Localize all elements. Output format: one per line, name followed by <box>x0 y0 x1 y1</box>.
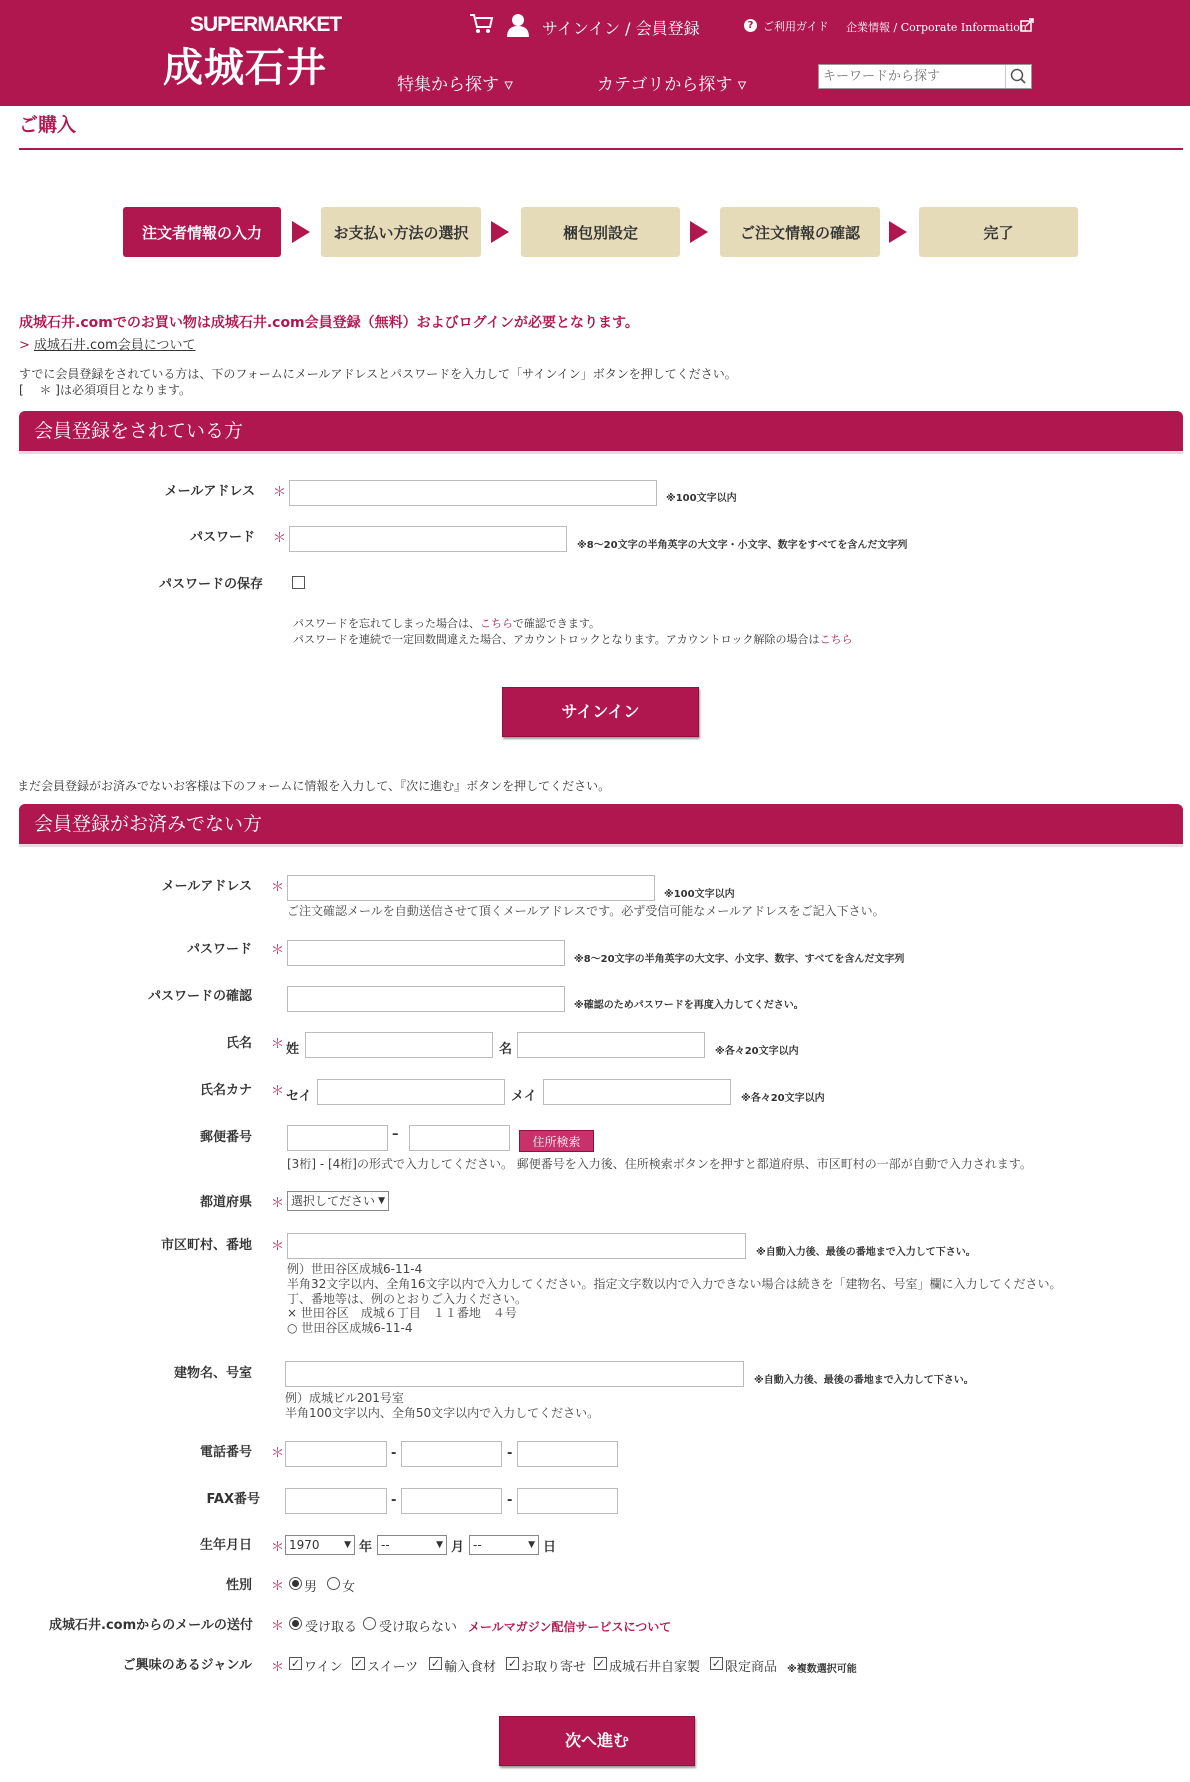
required-mark: ＊ <box>271 1619 285 1634</box>
year-unit: 年 <box>359 1540 373 1555</box>
chevron-down-icon: ▼ <box>436 1540 443 1550</box>
signin-register-link[interactable]: サインイン / 会員登録 <box>542 19 700 38</box>
genre-order-text: お取り寄せ <box>521 1660 587 1675</box>
genre-imported-checkbox[interactable]: ✓ <box>430 1657 441 1670</box>
forgot-post: で確認できます。 <box>512 617 601 630</box>
building-help-1: 例）成城ビル201号室 <box>285 1391 404 1405</box>
genre-wine-text: ワイン <box>304 1660 343 1675</box>
fax-dash: - <box>391 1493 397 1508</box>
birth-year-value: 1970 <box>289 1538 320 1552</box>
city-help-4: × 世田谷区 成城６丁目 １１番地 ４号 <box>287 1306 517 1320</box>
member-intro-text: すでに会員登録をされている方は、下のフォームにメールアドレスとパスワードを入力して「サインイン」ボタンを押してください。 <box>19 367 737 381</box>
name-sei-prefix: 姓 <box>286 1042 300 1057</box>
birth-month-value: -- <box>381 1538 390 1552</box>
mail-decline-radio[interactable] <box>363 1617 376 1630</box>
signin-button[interactable]: サインイン <box>502 687 699 737</box>
required-mark: ＊ <box>271 1196 285 1211</box>
first-name-kana-input[interactable] <box>543 1079 731 1105</box>
birth-label: 生年月日 <box>199 1538 252 1553</box>
zip-help: [3桁] - [4桁]の形式で入力してください。 郵便番号を入力後、住所検索ボタンを押すと都道府県、市区町村の一部が自動で入力されます。 <box>287 1157 1032 1171</box>
required-mark: ＊ <box>273 485 287 500</box>
city-help-5: ○ 世田谷区成城6-11-4 <box>287 1321 413 1335</box>
genre-limited-checkbox[interactable]: ✓ <box>711 1657 722 1670</box>
tel-2-input[interactable] <box>401 1441 502 1467</box>
member-email-input[interactable] <box>289 480 657 506</box>
city-note: ※自動入力後、最後の番地まで入力して下さい。 <box>756 1247 976 1258</box>
fax-dash: - <box>507 1493 513 1508</box>
chevron-down-icon: ▼ <box>344 1540 351 1550</box>
lock-pre: パスワードを連続で一定回数間違えた場合、アカウントロックとなります。アカウントロック解除の場合は <box>293 633 820 646</box>
genre-imported-text: 輸入食材 <box>444 1660 497 1675</box>
genre-note: ※複数選択可能 <box>787 1664 857 1675</box>
last-name-input[interactable] <box>305 1032 493 1058</box>
address-search-button[interactable]: 住所検索 <box>519 1130 594 1152</box>
search-button[interactable] <box>1005 65 1031 88</box>
password-confirm-note: ※確認のためパスワードを再度入力してください。 <box>574 1000 804 1011</box>
name-label: 氏名 <box>225 1036 252 1051</box>
city-help-2: 半角32文字以内、全角16文字以内で入力してください。指定文字数以内で入力できない場合は続きを「建物名、号室」欄に入力してください。 <box>287 1277 1062 1291</box>
help-icon: ? <box>744 19 757 32</box>
gender-male-text: 男 <box>304 1580 318 1595</box>
logo-supermarket[interactable]: SUPERMARKET <box>190 13 342 36</box>
required-mark: ＊ <box>271 1037 285 1052</box>
genre-wine-checkbox[interactable]: ✓ <box>290 1657 301 1670</box>
kana-note: ※各々20文字以内 <box>741 1093 825 1104</box>
genre-order-checkbox[interactable]: ✓ <box>507 1657 518 1670</box>
tel-dash: - <box>507 1446 513 1461</box>
birth-year-select[interactable] <box>285 1535 355 1555</box>
chevron-down-icon: ▼ <box>378 1196 385 1206</box>
mail-receive-text: 受け取る <box>305 1620 358 1635</box>
login-required-notice: 成城石井.comでのお買い物は成城石井.com会員登録（無料）およびログインが必要となります。 <box>19 315 639 331</box>
required-legend: [ ＊ ]は必須項目となります。 <box>19 383 192 397</box>
kana-sei-prefix: セイ <box>286 1089 312 1104</box>
gender-female-radio[interactable] <box>327 1577 340 1590</box>
tel-label: 電話番号 <box>199 1445 252 1460</box>
member-info-link-text[interactable]: 成城石井.com会員について <box>33 338 196 353</box>
step-arrow-icon <box>889 221 907 243</box>
user-icon[interactable] <box>506 13 530 37</box>
step-4: ご注文情報の確認 <box>720 207 880 257</box>
zip-label: 郵便番号 <box>199 1130 252 1145</box>
member-info-link[interactable] <box>19 334 196 353</box>
step-3: 梱包別設定 <box>521 207 680 257</box>
logo-brand[interactable]: 成城石井 <box>163 45 327 91</box>
member-password-input[interactable] <box>289 526 567 552</box>
required-mark: ＊ <box>271 1579 285 1594</box>
mail-decline-text: 受け取らない <box>379 1620 458 1635</box>
guest-password-input[interactable] <box>287 940 565 966</box>
guide-link[interactable]: ご利用ガイド <box>763 20 829 33</box>
genre-homemade-text: 成城石井自家製 <box>609 1660 701 1675</box>
city-help-3: 丁、番地等は、例のとおりご入力ください。 <box>287 1292 528 1306</box>
building-help-2: 半角100文字以内、全角50文字以内で入力してください。 <box>285 1406 600 1420</box>
fax-label: FAX番号 <box>206 1492 260 1507</box>
kana-label: 氏名カナ <box>199 1083 252 1098</box>
building-note: ※自動入力後、最後の番地まで入力して下さい。 <box>754 1375 974 1386</box>
genre-limited-text: 限定商品 <box>725 1660 778 1675</box>
save-password-checkbox[interactable] <box>292 576 305 589</box>
nav-feature[interactable]: 特集から探す ▿ <box>397 75 513 95</box>
step-arrow-icon <box>690 221 708 243</box>
member-email-label: メールアドレス <box>164 484 255 499</box>
birth-day-value: -- <box>473 1538 482 1552</box>
unlock-account-link[interactable]: こちら <box>819 633 853 646</box>
guest-intro-text: まだ会員登録がお済みでないお客様は下のフォームに情報を入力して、『次に進む』ボタンを押してください。 <box>17 779 611 793</box>
day-unit: 日 <box>543 1540 557 1555</box>
gender-male-radio[interactable] <box>289 1577 302 1590</box>
first-name-input[interactable] <box>517 1032 705 1058</box>
member-password-note: ※8～20文字の半角英字の大文字・小文字、数字をすべてを含んだ文字列 <box>577 540 908 551</box>
cart-icon[interactable] <box>469 13 494 35</box>
step-1: 注文者情報の入力 <box>123 207 281 257</box>
guest-email-label: メールアドレス <box>161 879 252 894</box>
step-arrow-icon <box>292 221 310 243</box>
forgot-pre: パスワードを忘れてしまった場合は、 <box>293 617 480 630</box>
month-unit: 月 <box>451 1540 465 1555</box>
password-confirm-label: パスワードの確認 <box>147 989 252 1004</box>
search-box <box>818 64 1032 89</box>
required-mark: ＊ <box>271 1540 285 1555</box>
tel-1-input[interactable] <box>285 1441 387 1467</box>
section-guest-header: 会員登録がお済みでない方 <box>19 804 1183 844</box>
step-arrow-icon <box>491 221 509 243</box>
step-5: 完了 <box>919 207 1078 257</box>
section-member-header: 会員登録をされている方 <box>19 411 1183 451</box>
genre-sweets-checkbox[interactable]: ✓ <box>353 1657 364 1670</box>
building-input[interactable] <box>285 1361 744 1387</box>
mail-magazine-link[interactable]: メールマガジン配信サービスについて <box>468 1620 672 1634</box>
section-guest-underline <box>19 844 1183 847</box>
external-link-icon <box>1020 18 1034 32</box>
prefecture-label: 都道府県 <box>199 1195 252 1210</box>
city-input[interactable] <box>287 1233 746 1259</box>
corporate-link[interactable]: 企業情報 / Corporate Information <box>846 21 1027 34</box>
forgot-password-link[interactable]: こちら <box>480 617 513 630</box>
birth-day-select[interactable] <box>469 1535 539 1555</box>
prefecture-value: 選択してださい <box>291 1194 376 1208</box>
genre-label: ご興味のあるジャンル <box>122 1658 252 1673</box>
genre-homemade-checkbox[interactable]: ✓ <box>595 1657 606 1670</box>
save-password-label: パスワードの保存 <box>158 577 263 592</box>
zip-first-input[interactable] <box>287 1125 388 1151</box>
guest-password-note: ※8～20文字の半角英字の大文字、小文字、数字、すべてを含んだ文字列 <box>574 954 905 965</box>
title-divider <box>19 148 1183 150</box>
search-input[interactable] <box>819 65 1005 88</box>
name-mei-prefix: 名 <box>499 1042 513 1057</box>
city-help-1: 例）世田谷区成城6-11-4 <box>287 1262 423 1276</box>
last-name-kana-input[interactable] <box>317 1079 505 1105</box>
guest-email-input[interactable] <box>287 875 655 901</box>
required-mark: ＊ <box>271 1446 285 1461</box>
tel-3-input[interactable] <box>517 1441 618 1467</box>
section-member-underline <box>19 451 1183 454</box>
member-email-note: ※100文字以内 <box>666 493 737 504</box>
fax-1-input[interactable] <box>285 1488 387 1514</box>
required-mark: ＊ <box>271 880 285 895</box>
fax-3-input[interactable] <box>517 1488 618 1514</box>
search-icon <box>1006 65 1030 87</box>
guest-email-note: ※100文字以内 <box>664 889 735 900</box>
required-mark: ＊ <box>273 531 287 546</box>
mail-receive-radio[interactable] <box>289 1617 302 1630</box>
kana-mei-prefix: メイ <box>511 1089 537 1104</box>
birth-month-select[interactable] <box>377 1535 447 1555</box>
required-mark: ＊ <box>271 943 285 958</box>
zip-second-input[interactable] <box>409 1125 510 1151</box>
gender-label: 性別 <box>225 1578 252 1593</box>
password-confirm-input[interactable] <box>287 986 565 1012</box>
mail-optin-label: 成城石井.comからのメールの送付 <box>49 1618 253 1633</box>
guest-email-help: ご注文確認メールを自動送信させて頂くメールアドレスです。必ず受信可能なメールアドレスをご記入下さい。 <box>287 904 885 918</box>
page-title: ご購入 <box>19 114 77 136</box>
fax-2-input[interactable] <box>401 1488 502 1514</box>
chevron-right-icon: > <box>19 338 30 353</box>
chevron-down-icon: ▼ <box>528 1540 535 1550</box>
next-button[interactable]: 次へ進む <box>499 1716 695 1766</box>
required-mark: ＊ <box>271 1084 285 1099</box>
member-password-label: パスワード <box>189 530 255 545</box>
genre-sweets-text: スイーツ <box>367 1660 419 1675</box>
gender-female-text: 女 <box>342 1580 356 1595</box>
zip-dash: – <box>392 1127 399 1142</box>
name-note: ※各々20文字以内 <box>715 1046 799 1057</box>
tel-dash: - <box>391 1446 397 1461</box>
city-label: 市区町村、番地 <box>160 1238 252 1253</box>
building-label: 建物名、号室 <box>173 1366 252 1381</box>
guest-password-label: パスワード <box>186 942 252 957</box>
step-2: お支払い方法の選択 <box>321 207 481 257</box>
required-mark: ＊ <box>271 1239 285 1254</box>
forgot-password-text <box>293 615 600 631</box>
account-lock-text <box>293 631 852 647</box>
prefecture-select[interactable] <box>287 1191 389 1211</box>
required-mark: ＊ <box>271 1660 285 1675</box>
nav-category[interactable]: カテゴリから探す ▿ <box>597 75 747 95</box>
